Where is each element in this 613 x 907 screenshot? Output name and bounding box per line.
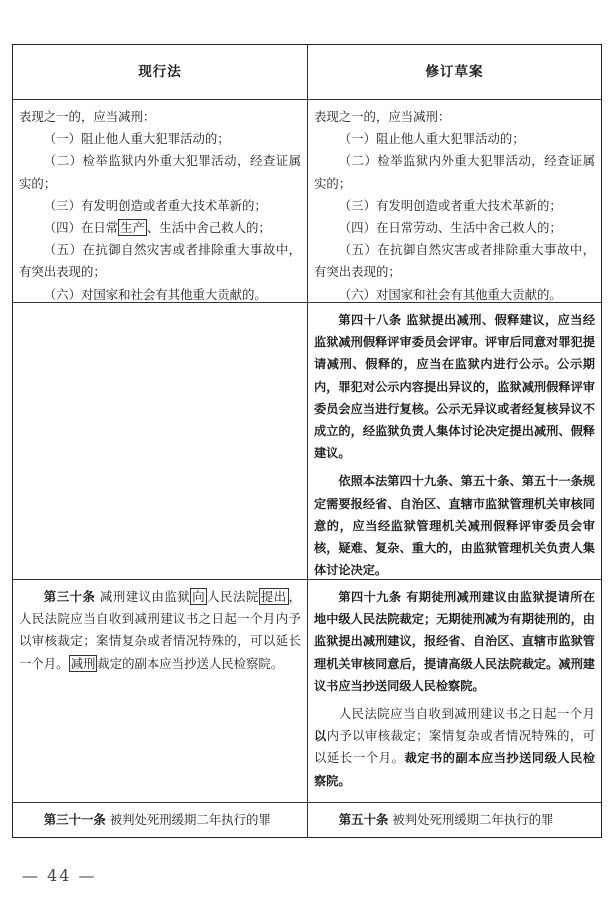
article-31-paragraph: 第三十一条 被判处死刑缓期二年执行的罪: [43, 812, 271, 827]
table-header-row: [13, 45, 601, 99]
boxed-word-production: 生产: [120, 220, 145, 236]
item-5: （五）在抗御自然灾害或者排除重大事故中，有突出表现的；: [19, 242, 301, 280]
page-number: — 44 —: [22, 866, 97, 885]
header-revised-draft: 修订草案: [307, 45, 601, 99]
current-law-cell: [13, 100, 307, 302]
item-6: （六）对国家和社会有其他重大贡献的。: [338, 286, 562, 302]
item-3: （三）有发明创造或者重大技术革新的；: [43, 197, 267, 213]
item-6: （六）对国家和社会有其他重大贡献的。: [43, 286, 267, 302]
current-law-cell: [13, 803, 307, 837]
comparison-table: [12, 44, 602, 838]
article-48-paragraph-2: 依照本法第四十九条、第五十条、第五十一条规定需要报经省、自治区、直辖市监狱管理机关审核同意的，应当经监狱管理机关减刑假释评审委员会审核，疑难、复杂、重大的，由监狱管理机关负责人集体讨论决定。: [314, 474, 595, 578]
table-row-suspended-death: [13, 802, 601, 837]
item-3: （三）有发明创造或者重大技术革新的；: [338, 197, 562, 213]
item-4: （四）在日常 生产 、生活中舍己救人的；: [43, 220, 271, 236]
item-5: （五）在抗御自然灾害或者排除重大事故中，有突出表现的；: [314, 242, 595, 280]
article-30-title: 第三十条: [43, 589, 96, 604]
article-49-paragraph-1: 第四十九条 有期徒刑减刑建议由监狱提请所在地中级人民法院裁定；无期徒刑减为有期徒刑的，由监狱提出减刑建议，报经省、自治区、直辖市监狱管理机关审核同意后，提请高级人民法院裁定。减刑建议书应当抄送同级人民检察院。: [314, 590, 596, 693]
lead-text: 表现之一的，应当减刑：: [314, 109, 451, 124]
revised-draft-cell: [307, 100, 601, 302]
article-30-paragraph: 第三十条 减刑建议由监狱 向 人民法院 提出 ，人民法院应当自收到减刑建议书之日起一个月内予以审核裁定；案情复杂或者情况特殊的，可以延长一个月。 减刑 裁定的副本应当抄送人民检察院。: [19, 589, 302, 671]
boxed-word-xiang: 向: [192, 589, 206, 604]
current-law-cell-empty: [13, 303, 307, 579]
revised-draft-cell: [307, 803, 601, 837]
article-48-paragraph-1: 第四十八条 监狱提出减刑、假释建议，应当经监狱减刑假释评审委员会评审。评审后同意对罪犯提请减刑、假释的，应当在监狱内进行公示。公示期内，罪犯对公示内容提出异议的，监狱减刑假释评审委员会应当进行复核。公示无异议或者经复核异议不成立的，经监狱负责人集体讨论决定提出减刑、假释建议。: [314, 313, 596, 461]
current-law-cell: [13, 580, 307, 802]
revised-draft-cell: [307, 580, 601, 802]
article-49-paragraph-2: 人民法院应当自收到减刑建议书之日起一个月以内予以审核裁定；案情复杂或者情况特殊的，可以延长一个月。裁定书的副本应当抄送同级人民检察院。: [314, 706, 596, 788]
header-current-law: 现行法: [138, 63, 182, 80]
article-50-paragraph: 第五十条 被判处死刑缓期二年执行的罪: [338, 812, 554, 827]
article-31-title: 第三十一条: [43, 812, 106, 827]
article-49-title: 第四十九条: [338, 590, 402, 604]
item-1: （一）阻止他人重大犯罪活动的；: [338, 131, 525, 147]
table-row-article-48: [13, 302, 601, 579]
article-50-title: 第五十条: [338, 812, 389, 827]
boxed-word-jianxing: 减刑: [70, 655, 96, 671]
revised-draft-cell: [307, 303, 601, 579]
table-row-reduction-conditions: [13, 99, 601, 302]
item-1: （一）阻止他人重大犯罪活动的；: [43, 131, 230, 147]
item-2: （二）检举监狱内外重大犯罪活动，经查证属实的；: [314, 153, 595, 191]
item-2: （二）检举监狱内外重大犯罪活动，经查证属实的；: [19, 153, 301, 191]
article-48-title: 第四十八条: [338, 313, 402, 327]
table-row-article-49: [13, 579, 601, 802]
boxed-word-tichu: 提出: [260, 589, 287, 604]
lead-text: 表现之一的，应当减刑：: [19, 109, 156, 124]
item-4: （四）在日常劳动、生活中舍己救人的；: [338, 220, 562, 236]
